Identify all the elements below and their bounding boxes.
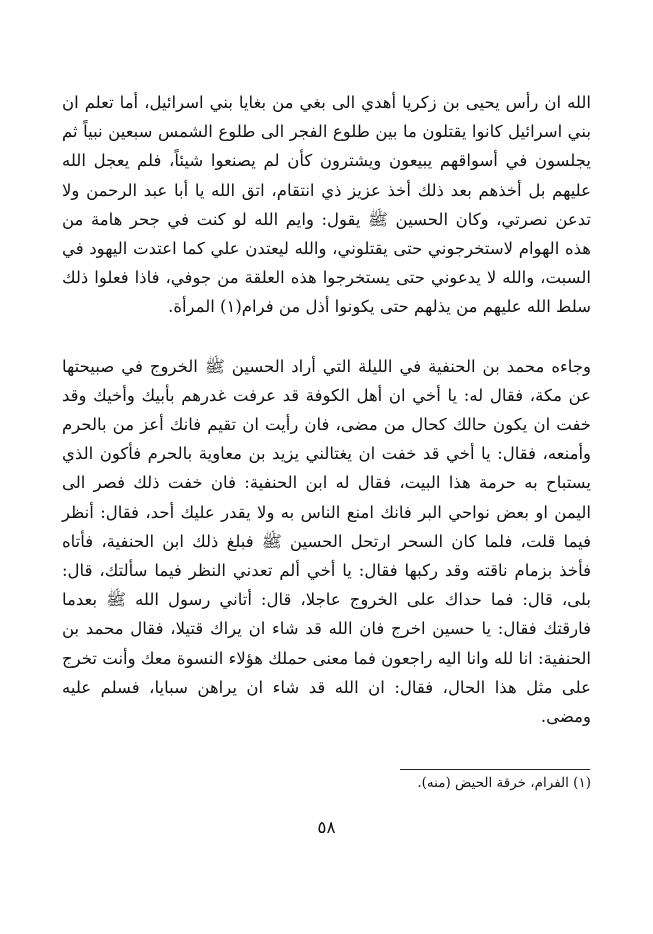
page-number: ٥٨ xyxy=(317,818,336,838)
footnote: (١) الفرام، خرقة الحيض (منه). xyxy=(417,775,591,791)
footnote-divider xyxy=(400,769,590,770)
paragraph-1: الله ان رأس يحيى بن زكريا أهدي الى بغي من بغايا بني اسرائيل، أما تعلم ان بني اسرائيل كانوا يقتلون ما بين طلوع الفجر الى طلوع الشمس سبعين نبياً ثم يجلسون في أسواقهم يبيعون ويشترون كأن لم يصنعوا شيئاً، فلم يعجل الله عليهم بل أخذهم بعد ذلك أخذ عزيز ذي انتقام، اتق الله يا أبا عبد الرحمن ولا تدعن نصرتي، وكان الحسين ﷺ يقول: وايم الله لو كنت في جحر هامة من هذه الهوام لاستخرجوني حتى يقتلوني، والله ليعتدن علي كما اعتدت اليهود في السبت، والله لا يدعوني حتى يستخرجوا هذه العلقة من جوفي، فاذا فعلوا ذلك سلط الله عليهم من يذلهم حتى يكونوا أذل من فرام(١) المرأة. xyxy=(62,93,591,317)
paragraph-gap xyxy=(62,322,591,352)
paragraph-2: وجاءه محمد بن الحنفية في الليلة التي أراد الحسين ﷺ الخروج في صبيحتها عن مكة، فقال له: يا أخي ان أهل الكوفة قد عرفت غدرهم بأبيك وأخيك وقد خفت ان يكون حالك كحال من مضى، فان رأيت ان تقيم فانك أعز من بالحرم وأمنعه، فقال: يا أخي قد خفت ان يغتالني يزيد بن معاوية بالحرم فأكون الذي يستباح به حرمة هذا البيت، فقال له ابن الحنفية: فان خفت ذلك فصر الى اليمن او بعض نواحي البر فانك امنع الناس به ولا يقدر عليك أحد، فقال: أنظر فيما قلت، فلما كان السحر ارتحل الحسين ﷺ فبلغ ذلك ابن الحنفية، فأتاه فأخذ بزمام ناقته وقد ركبها فقال: يا أخي ألم تعدني النظر فيما سألتك، قال: بلى، قال: فما حداك على الخروج عاجلا، قال: أتاني رسول الله ﷺ بعدما فارقتك فقال: يا حسين اخرج فان الله قد شاء ان يراك قتيلا، فقال محمد بن الحنفية: انا لله وانا اليه راجعون فما معنى حملك هؤلاء النسوة معك وأنت تخرج على مثل هذا الحال، فقال: ان الله قد شاء ان يراهن سبايا، فسلم عليه ومضى. xyxy=(62,356,591,727)
